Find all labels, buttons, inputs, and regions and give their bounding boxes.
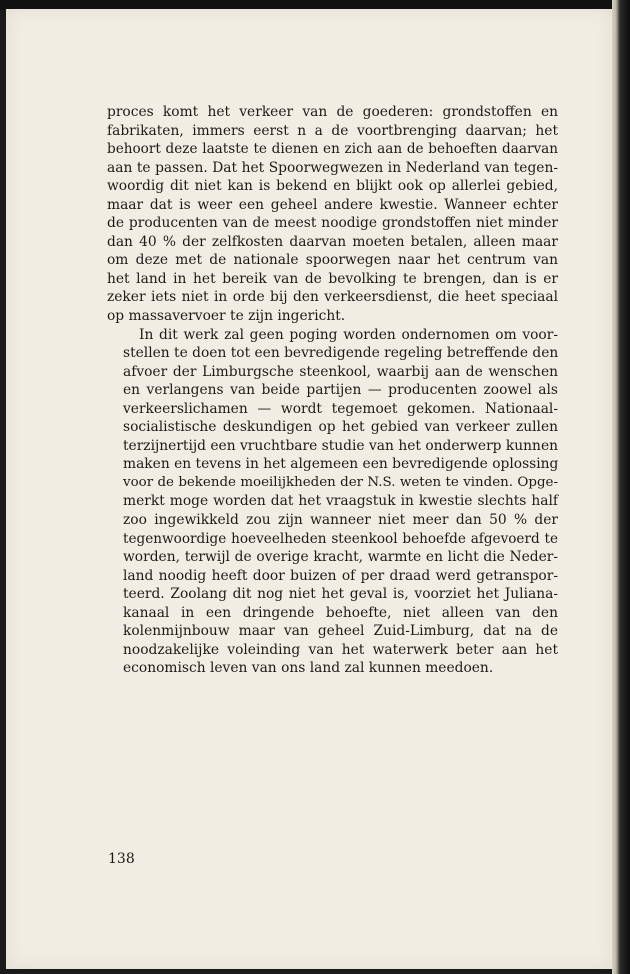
page-number: 138 [108, 851, 135, 867]
text-line: verkeerslichamen — wordt tegemoet gekomen. Nationaal- [123, 400, 558, 417]
text-line: kanaal in een dringende behoefte, niet alleen van den [123, 604, 558, 621]
text-line: afvoer der Limburgsche steenkool, waarbij aan de wenschen [123, 363, 558, 380]
text-line: op massavervoer te zijn ingericht. [107, 308, 346, 325]
text-line: de producenten van de meest noodige grondstoffen niet minder [107, 215, 558, 232]
text-line: en verlangens van beide partijen — producenten zoowel als [123, 382, 558, 399]
book-page [6, 9, 612, 969]
body-text [107, 103, 558, 678]
text-line: aan te passen. Dat het Spoorwegwezen in Nederland van tegen- [107, 159, 558, 176]
text-line: kolenmijnbouw maar van geheel Zuid-Limburg, dat na de [123, 623, 558, 640]
text-line: het land in het bereik van de bevolking te brengen, dan is er [107, 270, 558, 287]
text-line: land noodig heeft door buizen of per draad werd getranspor- [123, 567, 558, 584]
text-line: om deze met de nationale spoorwegen naar het centrum van [107, 252, 558, 269]
text-line: terzijnertijd een vruchtbare studie van het onderwerp kunnen [123, 437, 558, 454]
text-line: maken en tevens in het algemeen een bevredigende oplossing [123, 456, 559, 473]
text-line: stellen te doen tot een bevredigende regeling betreffende den [123, 345, 559, 362]
text-line: teerd. Zoolang dit nog niet het geval is, voorziet het Juliana- [123, 586, 558, 603]
text-line: socialistische deskundigen op het gebied van verkeer zullen [123, 419, 558, 436]
text-line: noodzakelijke voleinding van het waterwerk beter aan het [123, 641, 558, 658]
text-line: voor de bekende moeilijkheden der N.S. weten te vinden. Opge- [123, 474, 558, 490]
text-line: economisch leven van ons land zal kunnen meedoen. [123, 660, 494, 677]
scan-right-edge [612, 0, 630, 974]
paragraph-1 [107, 103, 558, 326]
text-line: worden, terwijl de overige kracht, warmte en licht die Neder- [123, 549, 558, 566]
text-line: fabrikaten, immers eerst n a de voortbrenging daarvan; het [107, 122, 558, 139]
text-line: In dit werk zal geen poging worden ondernomen om voor- [139, 326, 558, 343]
text-line: proces komt het verkeer van de goederen: grondstoffen en [107, 104, 558, 120]
text-line: tegenwoordige hoeveelheden steenkool behoefde afgevoerd te [123, 530, 558, 547]
text-line: zoo ingewikkeld zou zijn wanneer niet meer dan 50 % der [123, 512, 558, 529]
text-line: behoort deze laatste te dienen en zich aan de behoeften daarvan [107, 141, 558, 158]
text-line: merkt moge worden dat het vraagstuk in kwestie slechts half [123, 493, 558, 510]
text-line: dan 40 % der zelfkosten daarvan moeten betalen, alleen maar [107, 233, 558, 250]
paragraph-2 [107, 326, 558, 678]
text-line: maar dat is weer een geheel andere kwestie. Wanneer echter [107, 196, 558, 213]
text-line: woordig dit niet kan is bekend en blijkt ook op allerlei gebied, [107, 178, 558, 195]
text-line: zeker iets niet in orde bij den verkeersdienst, die heet speciaal [107, 289, 558, 306]
